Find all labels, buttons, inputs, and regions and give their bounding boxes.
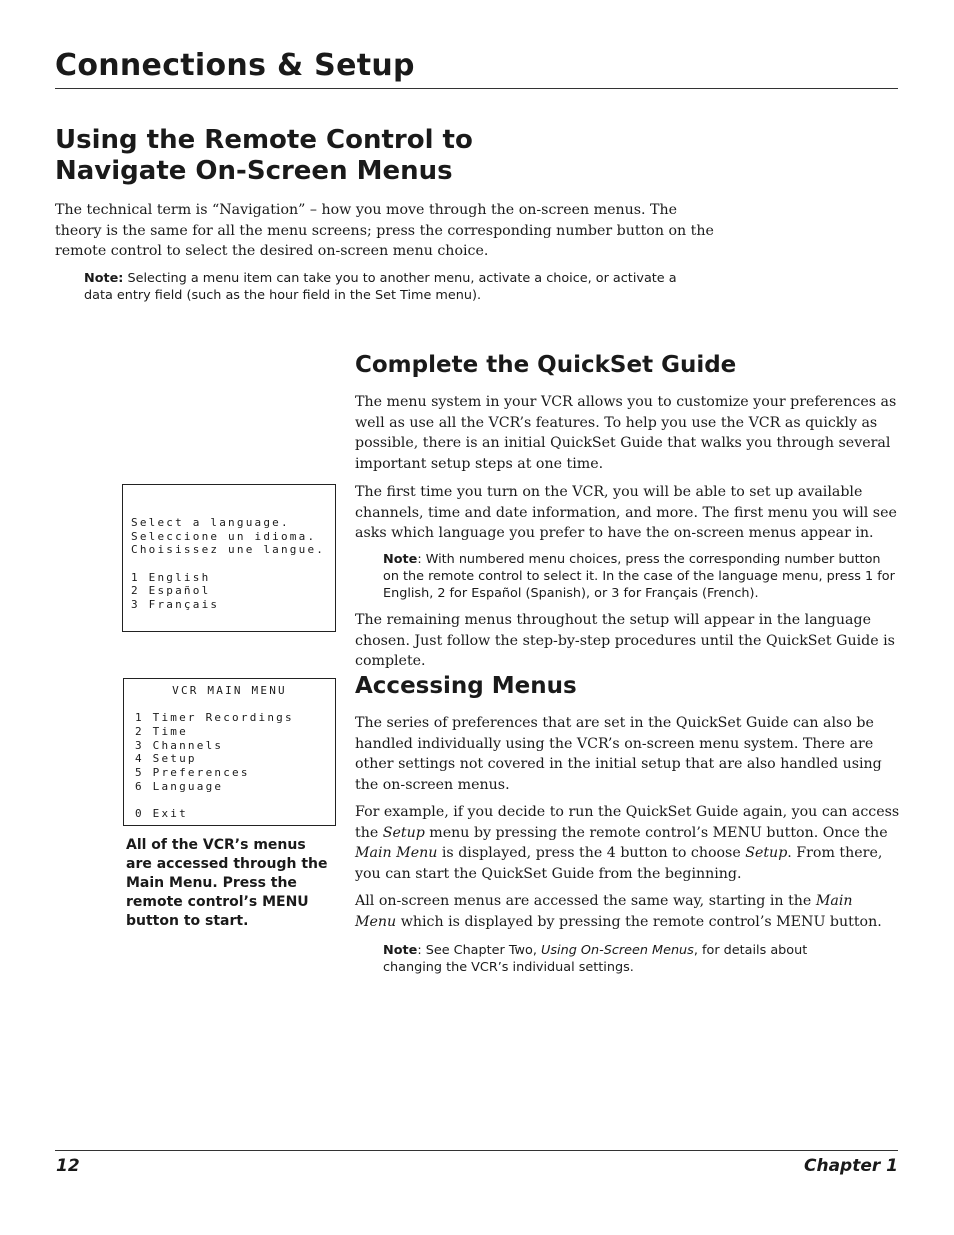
main-menu-item-language: 6 Language	[135, 779, 224, 793]
language-screen-line: Choisissez une langue.	[131, 543, 326, 557]
page-number: 12	[56, 1156, 80, 1176]
accessing-p2-text: . From there, you can start the QuickSet Guide from the beginning.	[355, 845, 883, 882]
accessing-note	[383, 942, 863, 976]
accessing-note-text: , for details about changing the VCR’s individual settings.	[383, 943, 808, 975]
language-screen-line: Seleccione un idioma.	[131, 529, 317, 543]
language-screen-line: Select a language.	[131, 516, 290, 529]
accessing-paragraph-3	[355, 891, 890, 932]
intro-note-text: Selecting a menu item can take you to another menu, activate a choice, or activate a data entry field (such as the hour field in the Set Time menu).	[84, 271, 677, 303]
accessing-p2-text: is displayed, press the 4 button to choose	[437, 845, 746, 861]
accessing-paragraph-2	[355, 802, 903, 884]
main-menu-item-preferences: 5 Preferences	[135, 766, 250, 780]
main-menu-item-timer-recordings: 1 Timer Recordings	[135, 711, 294, 725]
quickset-heading: Complete the QuickSet Guide	[355, 352, 737, 378]
main-menu-line	[135, 698, 335, 712]
accessing-note-text: : See Chapter Two,	[417, 943, 541, 958]
footer-rule	[55, 1150, 898, 1151]
main-menu-item-channels: 3 Channels	[135, 738, 224, 752]
quickset-note-text: : With numbered menu choices, press the corresponding number button on the remote control to select it. In the case of the language menu, press 1 for English, 2 for Español (Spanish), or 3 for Français (French).	[383, 552, 895, 601]
quickset-note	[383, 551, 898, 602]
accessing-p3-text: All on-screen menus are accessed the same way, starting in the	[355, 893, 816, 909]
accessing-p2-text: menu by pressing the remote control’s MENU button. Once the	[424, 824, 888, 841]
setup-menu-name: Setup	[745, 845, 788, 861]
main-menu-line	[135, 794, 335, 808]
intro-note-label: Note:	[84, 271, 124, 286]
page-title	[55, 125, 575, 187]
section-header-title: Connections & Setup	[55, 48, 415, 83]
main-menu-title: VCR MAIN MENU	[172, 684, 287, 697]
header-rule	[55, 88, 898, 89]
main-menu-item-time: 2 Time	[135, 725, 188, 739]
page-title-line-2: Navigate On-Screen Menus	[55, 156, 453, 186]
quickset-paragraph-2: The first time you turn on the VCR, you will be able to set up available channels, time and date information, and more. The first menu you will see asks which language you prefer to have the on-screen menus appear in.	[355, 484, 897, 541]
accessing-p3-text: which is displayed by pressing the remote control’s MENU button.	[396, 913, 882, 930]
language-menu-screen	[122, 484, 336, 632]
accessing-note-label: Note	[383, 943, 418, 958]
page-title-line-1: Using the Remote Control to	[55, 125, 473, 155]
intro-note	[84, 270, 699, 304]
language-option-espanol: 2 Español	[131, 584, 211, 598]
intro-paragraph: The technical term is “Navigation” – how you move through the on-screen menus. The theory is the same for all the menu screens; press the corresponding number button on the remote control to select the desired on-screen menu choice.	[55, 202, 714, 259]
main-menu-caption: All of the VCR’s menus are accessed through the Main Menu. Press the remote control’s MENU button to start.	[126, 837, 328, 929]
main-menu-name: Main Menu	[355, 845, 438, 861]
chapter-label: Chapter 1	[803, 1156, 898, 1176]
setup-menu-name: Setup	[382, 824, 425, 841]
language-screen-line	[131, 557, 335, 571]
main-menu-item-exit: 0 Exit	[135, 807, 188, 821]
chapter-two-reference: Using On-Screen Menus	[541, 943, 694, 958]
accessing-p2-text: For example, if you decide to run the QuickSet Guide again, you can access the	[355, 804, 900, 841]
main-menu-item-setup: 4 Setup	[135, 752, 197, 766]
quickset-paragraph-1: The menu system in your VCR allows you to customize your preferences as well as use all the VCR’s features. To help you use the VCR as quickly as possible, there is an initial QuickSet Guide that walks you through several important setup steps at one time.	[355, 394, 897, 472]
accessing-menus-heading: Accessing Menus	[355, 673, 577, 699]
vcr-main-menu-screen	[123, 678, 336, 826]
accessing-paragraph-1: The series of preferences that are set in the QuickSet Guide can also be handled individually using the VCR’s on-screen menu system. There are other settings not covered in the initial setup that are also handled using the on-screen menus.	[355, 715, 882, 793]
quickset-note-label: Note	[383, 552, 418, 567]
quickset-paragraph-3: The remaining menus throughout the setup will appear in the language chosen. Just follow the step-by-step procedures until the QuickSet Guide is complete.	[355, 612, 895, 669]
language-option-english: 1 English	[131, 570, 211, 584]
language-option-francais: 3 Français	[131, 598, 220, 612]
main-menu-name: Main Menu	[355, 893, 853, 930]
